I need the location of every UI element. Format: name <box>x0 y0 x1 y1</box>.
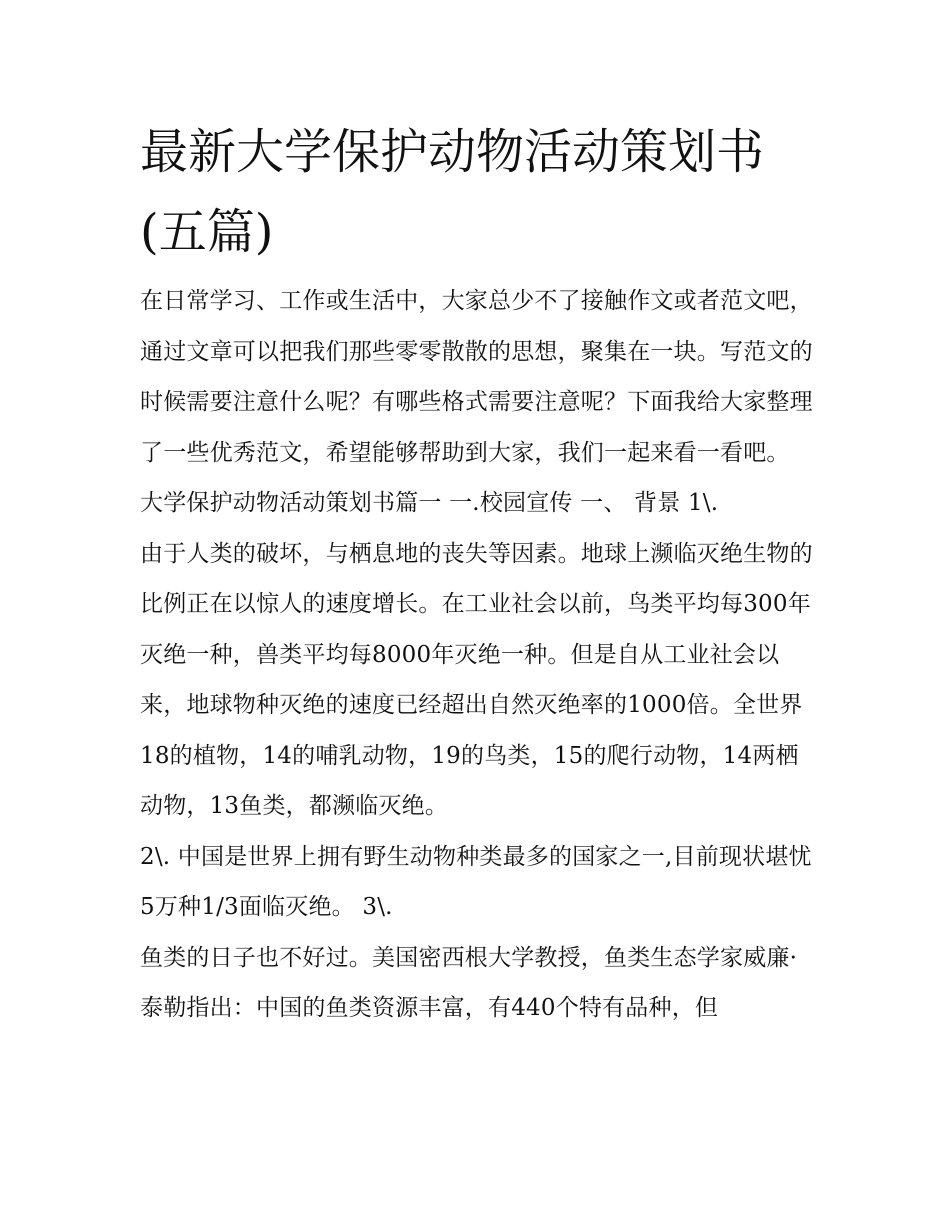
intro-paragraph: 在日常学习、工作或生活中，大家总少不了接触作文或者范文吧，通过文章可以把我们那些零零散散的思想，聚集在一块。写范文的时候需要注意什么呢？有哪些格式需要注意呢？下面我给大家整理了一些优秀范文，希望能够帮助到大家，我们一起来看一看吧。 <box>140 288 813 466</box>
background-paragraph: 由于人类的破坏，与栖息地的丧失等因素。地球上濒临灭绝生物的比例正在以惊人的速度增长。在工业社会以前，鸟类平均每300年灭绝一种，兽类平均每8000年灭绝一种。但是自从工业社会以来，地球物种灭绝的速度已经超出自然灭绝率的1000倍。全世界18的植物，14的哺乳动物，19的鸟类，15的爬行动物，14两栖动物，13鱼类，都濒临灭绝。 <box>140 540 813 819</box>
section-heading-paragraph: 大学保护动物活动策划书篇一 一.校园宣传 一、 背景 1\. <box>140 490 719 516</box>
document-body <box>140 276 815 1034</box>
fish-paragraph: 鱼类的日子也不好过。美国密西根大学教授，鱼类生态学家威廉·泰勒指出：中国的鱼类资源丰富，有440个特有品种，但 <box>140 944 798 1021</box>
document-title: 最新大学保护动物活动策划书(五篇) <box>140 124 765 260</box>
china-status-paragraph: 2\. 中国是世界上拥有野生动物种类最多的国家之一,目前现状堪忧 5万种1/3面临灭绝。 3\. <box>140 843 812 920</box>
